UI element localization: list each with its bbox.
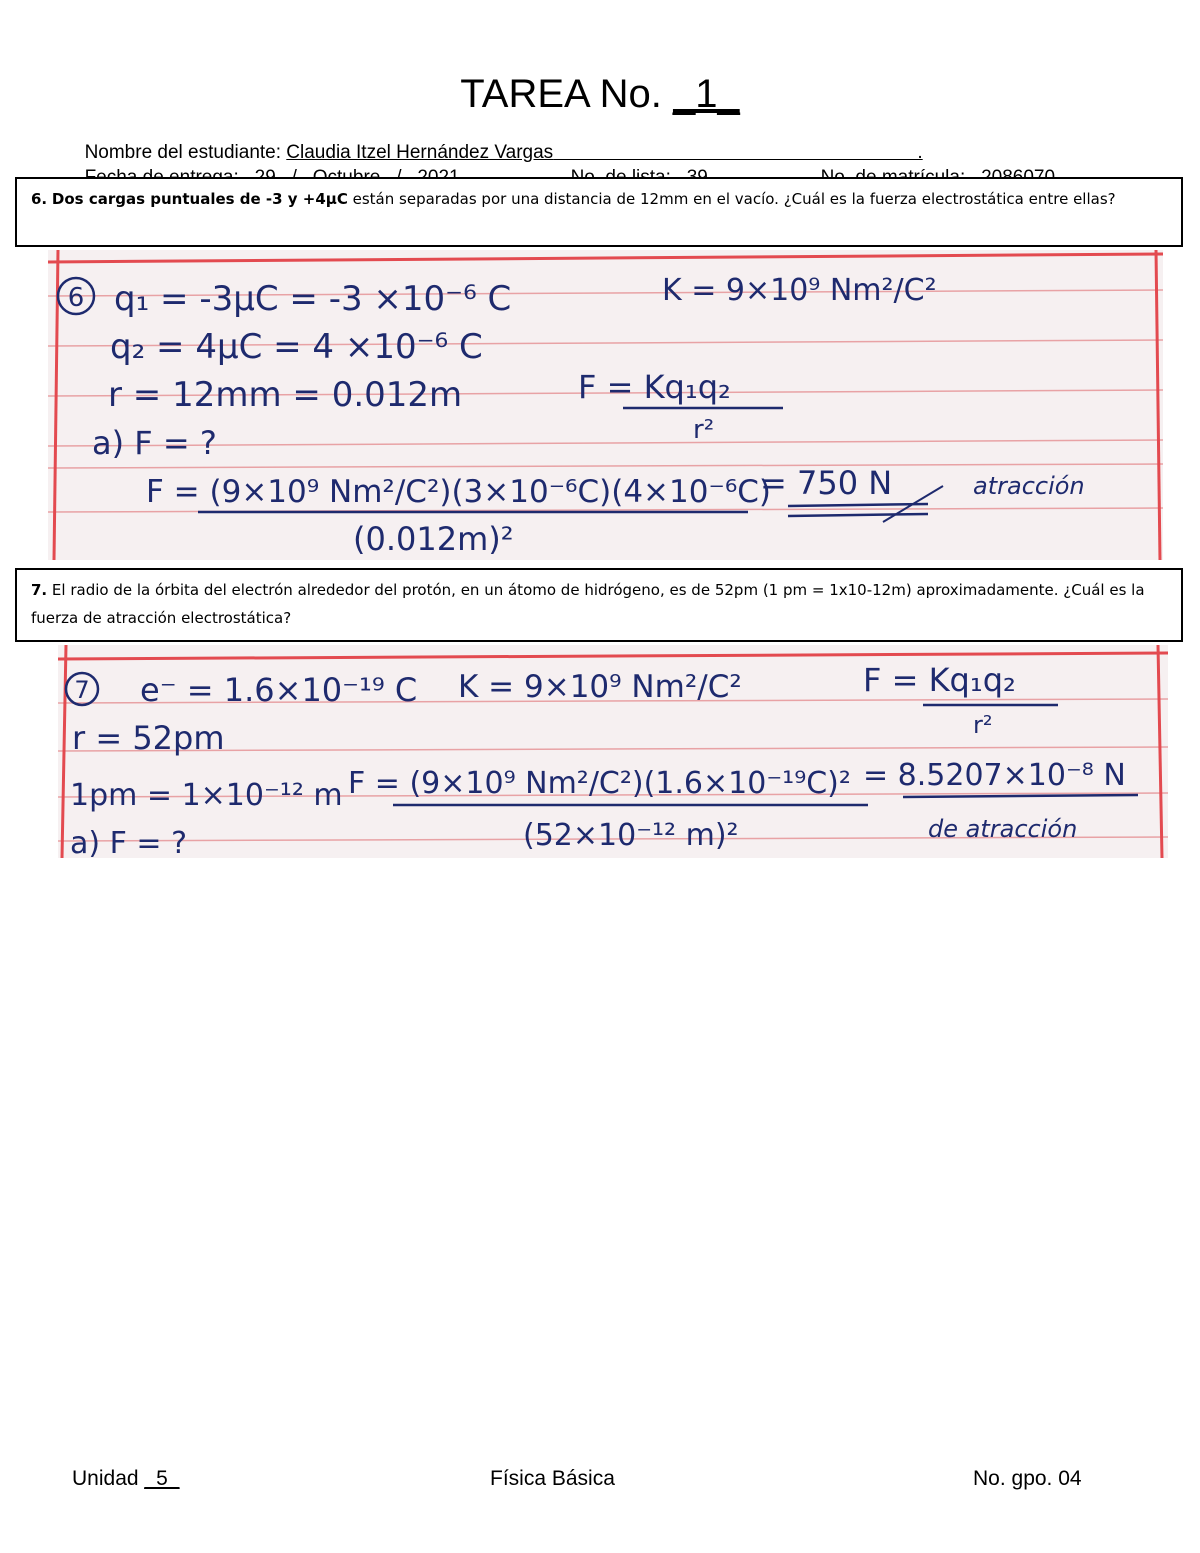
hw-result: = 8.5207×10⁻⁸ N — [863, 758, 1126, 793]
handwritten-answer-7 — [58, 645, 1168, 858]
hw-calc-bottom: (0.012m)² — [353, 520, 514, 558]
question-7-box — [15, 568, 1183, 642]
notebook-lines — [48, 250, 1163, 560]
question-text: están separadas por una distancia de 12mm en el vacío. ¿Cuál es la fuerza electrostática entre ellas? — [347, 190, 1116, 208]
title-number: _1_ — [672, 72, 740, 116]
hw-ask: a) F = ? — [70, 826, 188, 858]
hw-e: e⁻ = 1.6×10⁻¹⁹ C — [140, 671, 418, 709]
hw-pm: 1pm = 1×10⁻¹² m — [70, 778, 343, 813]
hw-k: K = 9×10⁹ Nm²/C² — [458, 669, 742, 705]
hw-result: = 750 N — [760, 464, 893, 502]
hw-formula-bottom: r² — [693, 415, 715, 445]
student-name: Claudia Itzel Hernández Vargas — [286, 142, 554, 163]
hw-r: r = 52pm — [72, 719, 225, 757]
hw-calc-bottom: (52×10⁻¹² m)² — [523, 818, 739, 853]
title-prefix: TAREA No. — [460, 72, 673, 116]
hw-k: K = 9×10⁹ Nm²/C² — [662, 273, 937, 308]
unit-label: Unidad — [72, 1467, 145, 1490]
question-number: 6. — [31, 190, 48, 208]
hw-q1: q₁ = -3µC = -3 ×10⁻⁶ C — [114, 279, 512, 319]
handwritten-answer-6 — [48, 250, 1163, 560]
question-6-box — [15, 177, 1183, 247]
footer-unit — [72, 1467, 179, 1491]
question-text: El radio de la órbita del electrón alrededor del protón, en un átomo de hidrógeno, es de 52pm (1 pm = 1x10-12m) aproximadamente. ¿Cuál es la fuerza de atracción electrostática? — [31, 581, 1145, 627]
hw-calc-top: F = (9×10⁹ Nm²/C²)(3×10⁻⁶C)(4×10⁻⁶C) — [146, 474, 771, 510]
hw-calc-top: F = (9×10⁹ Nm²/C²)(1.6×10⁻¹⁹C)² — [348, 766, 851, 801]
hw-formula-top: F = Kq₁q₂ — [578, 368, 731, 406]
hw-formula-top: F = Kq₁q₂ — [863, 661, 1016, 699]
footer-course: Física Básica — [490, 1467, 615, 1490]
student-label: Nombre del estudiante: — [84, 142, 287, 163]
answer-number: 6 — [67, 283, 85, 313]
hw-ask: a) F = ? — [92, 424, 217, 462]
question-number: 7. — [31, 581, 48, 599]
hw-r: r = 12mm = 0.012m — [108, 375, 463, 415]
hw-note: atracción — [973, 472, 1085, 500]
page-title — [0, 72, 1200, 117]
footer-group: No. gpo. 04 — [973, 1467, 1082, 1490]
notebook-lines — [58, 645, 1168, 858]
student-fill: . — [553, 142, 923, 163]
hw-note: de atracción — [928, 815, 1078, 843]
question-text-bold: Dos cargas puntuales de -3 y +4µC — [51, 190, 348, 208]
answer-number: 7 — [74, 676, 90, 704]
hw-formula-bottom: r² — [973, 711, 993, 739]
hw-q2: q₂ = 4µC = 4 ×10⁻⁶ C — [110, 327, 483, 367]
unit-value: _5_ — [144, 1467, 180, 1490]
